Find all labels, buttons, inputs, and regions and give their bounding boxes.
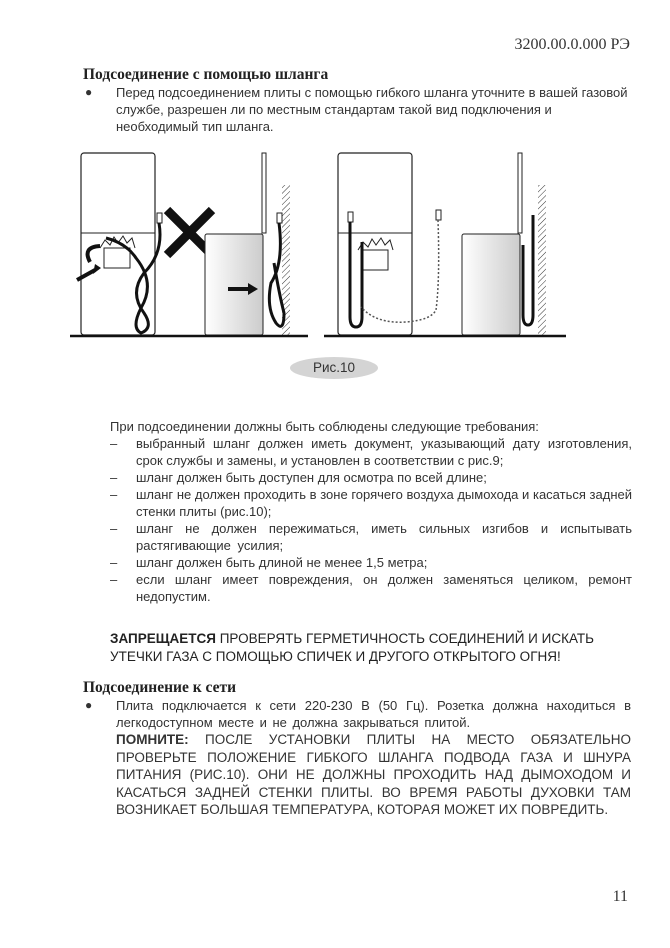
- bullet-icon: ●: [85, 698, 93, 712]
- page-number: 11: [612, 888, 628, 905]
- figure-caption: Рис.10: [290, 357, 378, 379]
- requirements-intro: При подсоединении должны быть соблюдены следующие требования:: [110, 419, 539, 434]
- hose-bullet: [83, 84, 631, 135]
- hose-bullet-text: Перед подсоединением плиты с помощью гибкого шланга уточните в вашей газовой службе, разрешен ли по местным стандартам такой вид подключения и необходимый тип шланга.: [116, 85, 628, 134]
- correct-installation-panel: [324, 153, 566, 336]
- power-bullet: [83, 697, 631, 819]
- warning-block: [110, 630, 630, 666]
- warning-text: ПРОВЕРЯТЬ ГЕРМЕТИЧНОСТЬ СОЕДИНЕНИЙ И ИСКАТЬ УТЕЧКИ ГАЗА С ПОМОЩЬЮ СПИЧЕК И ДРУГОГО ОТКРЫТОГО ОГНЯ!: [110, 631, 594, 664]
- list-item: – если шланг имеет повреждения, он должен заменяться целиком, ремонт недопустим.: [110, 572, 632, 604]
- note-label: ПОМНИТЕ:: [116, 732, 189, 747]
- note-text: ПОСЛЕ УСТАНОВКИ ПЛИТЫ НА МЕСТО ОБЯЗАТЕЛЬНО ПРОВЕРЬТЕ ПОЛОЖЕНИЕ ГИБКОГО ШЛАНГА ПОДВОДА ГАЗА И ШНУРА ПИТАНИЯ (РИС.10). ОНИ НЕ ДОЛЖНЫ ПРОХОДИТЬ НАД ДЫМОХОДОМ И КАСАТЬСЯ ЗАДНЕЙ СТЕНКИ ПЛИТЫ. ВО ВРЕМЯ РАБОТЫ ДУХОВКИ ТАМ ВОЗНИКАЕТ БОЛЬШАЯ ТЕМПЕРАТУРА, КОТОРАЯ МОЖЕТ ИХ ПОВРЕДИТЬ.: [116, 732, 631, 817]
- list-item: – шланг должен быть длиной не менее 1,5 метра;: [110, 555, 428, 570]
- warning-label: ЗАПРЕЩАЕТСЯ: [110, 631, 216, 646]
- document-code: 3200.00.0.000 РЭ: [514, 36, 630, 53]
- incorrect-installation-panel: [70, 153, 308, 336]
- section-title-hose: Подсоединение с помощью шланга: [83, 66, 329, 83]
- power-note: [116, 731, 631, 819]
- section-title-power: Подсоединение к сети: [83, 679, 237, 696]
- bullet-icon: ●: [85, 85, 93, 99]
- list-item: – шланг должен быть доступен для осмотра по всей длине;: [110, 470, 487, 485]
- list-item: – шланг не должен проходить в зоне горячего воздуха дымохода и касаться задней стенки плиты (рис.10);: [110, 487, 632, 519]
- power-bullet-text: Плита подключается к сети 220-230 В (50 Гц). Розетка должна находиться в легкодоступном месте и не должна закрываться плитой.: [116, 698, 631, 730]
- figure-hose-installation: [0, 140, 670, 350]
- list-item: – выбранный шланг должен иметь документ, указывающий дату изготовления, срок службы и замены, и установлен в соответствии с рис.9;: [110, 436, 632, 468]
- list-item: – шланг не должен пережиматься, иметь сильных изгибов и испытывать растягивающие усилия;: [110, 521, 632, 553]
